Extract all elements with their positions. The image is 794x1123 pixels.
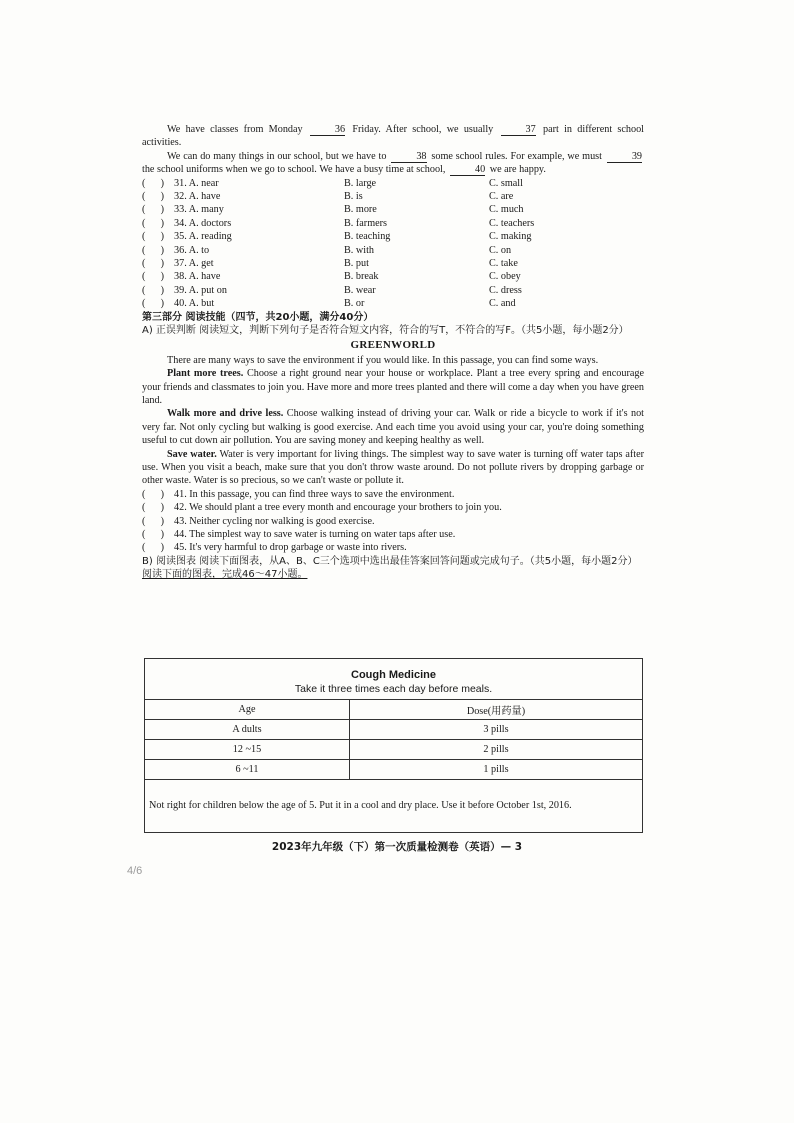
answer-paren: ( ) <box>142 177 165 189</box>
answer-paren: ( ) <box>142 515 165 527</box>
option-b: B. or <box>344 298 365 310</box>
table-row <box>145 760 643 780</box>
subheading-walk: Walk more and drive less. <box>167 408 284 420</box>
option-row <box>142 297 644 310</box>
cloze-paragraph-2 <box>142 150 644 177</box>
part-b-instructions: B) 阅读图表 阅读下面图表，从A、B、C三个选项中选出最佳答案回答问题或完成句子。（共5小题，每小题2分） <box>142 555 638 567</box>
answer-paren: ( ) <box>142 284 165 296</box>
age-cell: 12 ~15 <box>145 740 350 760</box>
blank-40: 40 <box>450 164 485 176</box>
cloze-text: part in different school activities. <box>142 124 645 149</box>
dose-cell: 2 pills <box>350 740 643 760</box>
option-c: C. making <box>489 231 532 243</box>
question-text: 45. It's very harmful to drop garbage or waste into rivers. <box>174 542 407 554</box>
option-row <box>142 177 644 190</box>
option-a: 33. A. many <box>174 204 224 216</box>
paragraph-text: Choose a right ground near your house or workplace. Plant a tree every spring and encourage your friends and classmates to join you. Have more and more trees planted and there will come a day when you have green land. <box>142 368 644 406</box>
blank-36: 36 <box>310 124 345 136</box>
age-cell: 6 ~11 <box>145 760 350 780</box>
option-a: 31. A. near <box>174 177 219 189</box>
answer-paren: ( ) <box>142 217 165 229</box>
option-b: B. farmers <box>344 217 387 229</box>
answer-paren: ( ) <box>142 231 165 243</box>
option-c: C. obey <box>489 271 521 283</box>
question-text: 41. In this passage, you can find three ways to save the environment. <box>174 488 455 500</box>
age-cell: A dults <box>145 720 350 740</box>
table-row <box>145 720 643 740</box>
age-header: Age <box>145 700 350 720</box>
option-b: B. break <box>344 271 379 283</box>
option-c: C. teachers <box>489 217 535 229</box>
answer-paren: ( ) <box>142 488 165 500</box>
medicine-table-title-cell <box>145 659 643 700</box>
medicine-note: Not right for children below the age of 5. Put it in a cool and dry place. Use it before October 1st, 2016. <box>145 780 643 833</box>
option-b: B. wear <box>344 284 376 296</box>
option-row <box>142 270 644 283</box>
question-text: 43. Neither cycling nor walking is good exercise. <box>174 515 375 527</box>
option-row <box>142 244 644 257</box>
option-row <box>142 190 644 203</box>
passage-paragraph-walk <box>142 407 644 447</box>
cloze-text: some school rules. For example, we must <box>431 150 602 162</box>
option-a: 35. A. reading <box>174 231 232 243</box>
option-c: C. on <box>489 244 512 256</box>
option-b: B. teaching <box>344 231 391 243</box>
option-c: C. dress <box>489 284 522 296</box>
answer-paren: ( ) <box>142 204 165 216</box>
answer-paren: ( ) <box>142 191 165 203</box>
option-a: 39. A. put on <box>174 284 227 296</box>
option-a: 38. A. have <box>174 271 221 283</box>
option-b: B. is <box>344 191 363 203</box>
cloze-paragraph-1 <box>142 123 644 150</box>
tf-questions <box>142 488 644 555</box>
option-b: B. with <box>344 244 375 256</box>
blank-39: 39 <box>607 151 642 163</box>
part-b-subinstructions: 阅读下面的图表，完成46～47小题。 <box>142 569 308 581</box>
option-row <box>142 217 644 230</box>
page-indicator: 4/6 <box>127 865 143 877</box>
question-row <box>142 541 644 554</box>
answer-paren: ( ) <box>142 502 165 514</box>
option-a: 34. A. doctors <box>174 217 232 229</box>
question-text: 44. The simplest way to save water is turning on water taps after use. <box>174 529 456 541</box>
cloze-text: the school uniforms when we go to school. We have a busy time at school, <box>142 164 446 176</box>
option-row <box>142 284 644 297</box>
cloze-text: Friday. After school, we usually <box>352 124 494 135</box>
blank-38: 38 <box>391 151 426 163</box>
cloze-text: we are happy. <box>489 164 546 176</box>
medicine-subtitle: Take it three times each day before meals. <box>294 683 493 695</box>
paragraph-text: Water is very important for living things. The simplest way to save water is turning off water taps after use. When you visit a beach, make sure that you don't throw waste around. Do not pollute rivers by dropping garbage or other waste. Water is so precious, so we can't waste or pollute it. <box>142 448 644 487</box>
part3-heading: 第三部分 阅读技能（四节，共20小题，满分40分） <box>142 311 374 323</box>
subheading-trees: Plant more trees. <box>167 368 244 380</box>
medicine-header-row <box>145 700 643 720</box>
option-c: C. take <box>489 257 518 269</box>
question-row <box>142 515 644 528</box>
option-row <box>142 257 644 270</box>
passage-title: GREENWORLD <box>350 339 436 352</box>
option-c: C. and <box>489 298 516 310</box>
blank-37: 37 <box>501 124 536 136</box>
option-a: 32. A. have <box>174 191 221 203</box>
cloze-text: We can do many things in our school, but we have to <box>167 150 387 162</box>
answer-paren: ( ) <box>142 298 165 310</box>
medicine-title: Cough Medicine <box>351 669 436 681</box>
option-b: B. more <box>344 204 377 216</box>
option-a: 37. A. get <box>174 257 214 269</box>
question-row <box>142 528 644 541</box>
answer-paren: ( ) <box>142 542 165 554</box>
passage-intro: There are many ways to save the environment if you would like. In this passage, you can find some ways. <box>167 354 599 366</box>
part3-a-instructions: A) 正误判断 阅读短文，判断下列句子是否符合短文内容，符合的写T，不符合的写F。（共5小题，每小题2分） <box>142 324 629 336</box>
option-c: C. much <box>489 204 524 216</box>
dose-header: Dose(用药量) <box>350 700 643 720</box>
paragraph-text: Choose walking instead of driving your car. Walk or ride a bicycle to work if it's not very far. Not only cycling but walking is good exercise. And each time you avoid using your car, you're doing something useful to cut down air pollution. You are saving money and keeping healthy as well. <box>142 408 645 447</box>
passage-paragraph-water <box>142 448 644 488</box>
dose-cell: 1 pills <box>350 760 643 780</box>
answer-paren: ( ) <box>142 257 165 269</box>
option-c: C. small <box>489 177 523 189</box>
subheading-water: Save water. <box>167 448 217 460</box>
answer-paren: ( ) <box>142 529 165 541</box>
table-row <box>145 740 643 760</box>
option-row <box>142 230 644 243</box>
medicine-table <box>144 658 643 833</box>
answer-paren: ( ) <box>142 244 165 256</box>
cloze-text: We have classes from Monday <box>167 124 303 135</box>
answer-paren: ( ) <box>142 271 165 283</box>
option-row <box>142 203 644 216</box>
cloze-options <box>142 177 644 311</box>
option-a: 36. A. to <box>174 244 210 256</box>
passage-paragraph-trees <box>142 367 644 407</box>
option-b: B. large <box>344 177 377 189</box>
question-row <box>142 488 644 501</box>
question-row <box>142 501 644 514</box>
option-b: B. put <box>344 257 369 269</box>
option-a: 40. A. but <box>174 298 215 310</box>
question-text: 42. We should plant a tree every month and encourage your brothers to join you. <box>174 502 502 514</box>
page-footer: 2023年九年级（下）第一次质量检测卷（英语）— 3 <box>271 841 523 853</box>
dose-cell: 3 pills <box>350 720 643 740</box>
option-c: C. are <box>489 191 514 203</box>
page-content <box>142 123 644 582</box>
